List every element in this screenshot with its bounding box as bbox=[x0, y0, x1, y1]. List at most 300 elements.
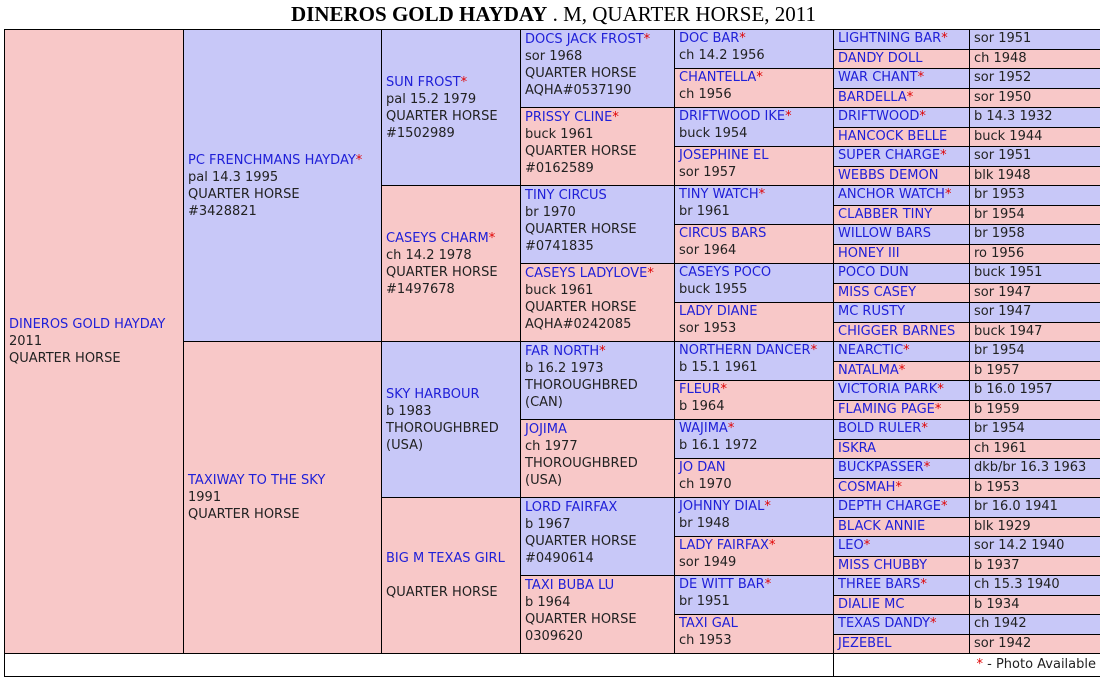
horse-name-line bbox=[838, 245, 969, 262]
horse-name-line bbox=[838, 323, 969, 340]
horse-name-link[interactable]: BARDELLA bbox=[838, 90, 907, 105]
great-grandparent-cell bbox=[521, 264, 674, 341]
horse-name-link[interactable]: LORD FAIRFAX bbox=[525, 500, 618, 515]
gen5-info-cell bbox=[970, 50, 1100, 68]
horse-name-link[interactable]: CHANTELLA bbox=[679, 70, 757, 85]
horse-name-link[interactable]: MC RUSTY bbox=[838, 304, 906, 319]
gen5-ancestor-cell bbox=[834, 284, 969, 302]
photo-available-icon[interactable]: * bbox=[612, 110, 619, 125]
gen5-info-cell bbox=[970, 440, 1100, 458]
horse-name-line bbox=[525, 109, 674, 126]
gen5-info-cell bbox=[970, 303, 1100, 322]
horse-detail: #0741835 bbox=[525, 239, 594, 254]
horse-name-link[interactable]: SKY HARBOUR bbox=[386, 386, 480, 402]
gen5-ancestor-cell bbox=[834, 186, 969, 205]
horse-name-link[interactable]: FAR NORTH bbox=[525, 344, 600, 359]
gen5-ancestor-cell bbox=[834, 635, 969, 653]
great-grandparent-cell bbox=[521, 30, 674, 107]
horse-name-link[interactable]: BOLD RULER bbox=[838, 421, 922, 436]
horse-name-link[interactable]: CLABBER TINY bbox=[838, 207, 933, 222]
gen5-ancestor-cell bbox=[834, 89, 969, 107]
horse-name-link[interactable]: BLACK ANNIE bbox=[838, 519, 926, 534]
horse-name-link[interactable]: ANCHOR WATCH bbox=[838, 187, 945, 202]
horse-name-link[interactable]: LIGHTNING BAR bbox=[838, 31, 942, 46]
horse-detail: blk 1929 bbox=[974, 519, 1031, 534]
horse-detail: b 1937 bbox=[974, 558, 1020, 573]
horse-name-link[interactable]: VICTORIA PARK bbox=[838, 382, 938, 397]
horse-name-line bbox=[838, 479, 969, 496]
horse-detail: 2011 bbox=[9, 334, 43, 349]
horse-detail: buck 1951 bbox=[974, 265, 1043, 280]
horse-name-line bbox=[679, 186, 833, 203]
horse-name-line bbox=[525, 577, 674, 594]
horse-detail: b 1957 bbox=[974, 363, 1020, 378]
horse-name-link[interactable]: NATALMA bbox=[838, 363, 899, 378]
horse-name-line bbox=[679, 342, 833, 359]
horse-name-line bbox=[386, 386, 520, 403]
photo-available-icon[interactable]: * bbox=[920, 577, 927, 592]
photo-available-icon[interactable]: * bbox=[940, 499, 948, 514]
gen5-ancestor-cell bbox=[834, 69, 969, 88]
horse-detail: QUARTER HORSE bbox=[525, 612, 637, 627]
great-grandparent-cell bbox=[521, 342, 674, 419]
horse-name-link[interactable]: WILLOW BARS bbox=[838, 226, 932, 241]
horse-detail: THOROUGHBRED bbox=[386, 420, 499, 436]
gen5-info-cell bbox=[970, 557, 1100, 575]
horse-name-link[interactable]: DANDY DOLL bbox=[838, 51, 923, 66]
horse-name-link[interactable]: LADY FAIRFAX bbox=[679, 538, 769, 553]
photo-available-icon[interactable]: * bbox=[934, 402, 942, 417]
horse-detail: b 1953 bbox=[974, 480, 1020, 495]
horse-detail: #3428821 bbox=[188, 203, 257, 219]
great-grandparent-cell bbox=[521, 186, 674, 263]
horse-detail: b 1983 bbox=[386, 403, 432, 419]
horse-name-line bbox=[838, 362, 969, 379]
horse-name-link[interactable]: CIRCUS BARS bbox=[679, 226, 767, 241]
horse-name-link[interactable]: CASEYS POCO bbox=[679, 265, 772, 280]
gen5-ancestor-cell bbox=[834, 362, 969, 380]
photo-available-icon[interactable]: * bbox=[923, 460, 931, 475]
photo-available-icon[interactable]: * bbox=[460, 74, 468, 90]
horse-name-link[interactable]: NEARCTIC bbox=[838, 343, 904, 358]
horse-detail: sor 14.2 1940 bbox=[974, 538, 1065, 553]
great-grandparent-cell bbox=[521, 108, 674, 185]
photo-available-icon[interactable]: * bbox=[764, 577, 772, 592]
horse-name-link[interactable]: LEO bbox=[838, 538, 864, 553]
horse-detail: sor 1947 bbox=[974, 285, 1032, 300]
horse-detail: QUARTER HORSE bbox=[525, 144, 637, 159]
horse-name-link[interactable]: DOC BAR bbox=[679, 31, 740, 46]
horse-name-line bbox=[838, 576, 969, 593]
grandparent-cell bbox=[382, 30, 520, 185]
horse-name-link[interactable]: DE WITT BAR bbox=[679, 577, 765, 592]
photo-available-icon[interactable]: * bbox=[895, 480, 902, 495]
horse-name-link[interactable]: TINY WATCH bbox=[679, 187, 759, 202]
horse-name-link[interactable]: PRISSY CLINE bbox=[525, 110, 613, 125]
horse-name-line bbox=[838, 284, 969, 301]
horse-detail: br 1958 bbox=[974, 226, 1025, 241]
horse-detail: QUARTER HORSE bbox=[188, 186, 300, 202]
gen5-info-cell bbox=[970, 186, 1100, 205]
horse-name-line bbox=[838, 186, 969, 203]
photo-available-icon[interactable]: * bbox=[785, 109, 792, 124]
gen5-ancestor-cell bbox=[834, 615, 969, 634]
gen5-info-cell bbox=[970, 108, 1100, 127]
horse-name-link[interactable]: PC FRENCHMANS HAYDAY bbox=[188, 152, 356, 168]
gen4-ancestor-cell bbox=[675, 342, 833, 380]
horse-name-line bbox=[679, 225, 833, 242]
horse-detail: b 1964 bbox=[525, 595, 571, 610]
gen5-info-cell bbox=[970, 596, 1100, 614]
title-horse-name: DINEROS GOLD HAYDAY bbox=[291, 2, 548, 26]
gen4-ancestor-cell bbox=[675, 69, 833, 107]
horse-detail: br 1953 bbox=[974, 187, 1025, 202]
photo-available-icon[interactable]: * bbox=[720, 382, 727, 397]
horse-detail: ch 1953 bbox=[679, 633, 732, 648]
horse-detail: br 16.0 1941 bbox=[974, 499, 1058, 514]
photo-available-icon[interactable]: * bbox=[940, 148, 947, 163]
horse-name-link[interactable]: WAR CHANT bbox=[838, 70, 918, 85]
gen5-ancestor-cell bbox=[834, 479, 969, 497]
horse-detail: ch 1961 bbox=[974, 441, 1027, 456]
photo-available-icon[interactable]: * bbox=[863, 538, 871, 553]
gen4-ancestor-cell bbox=[675, 30, 833, 68]
horse-name-line bbox=[679, 69, 833, 86]
horse-name-link[interactable]: TAXI BUBA LU bbox=[525, 578, 615, 593]
photo-available-icon[interactable]: * bbox=[906, 90, 914, 105]
horse-detail: b 1967 bbox=[525, 517, 571, 532]
gen5-info-cell bbox=[970, 342, 1100, 361]
gen5-info-cell bbox=[970, 518, 1100, 536]
horse-name-link[interactable]: TAXIWAY TO THE SKY bbox=[188, 473, 326, 488]
horse-detail: sor 1957 bbox=[679, 165, 737, 180]
gen4-ancestor-cell bbox=[675, 537, 833, 575]
gen5-ancestor-cell bbox=[834, 264, 969, 283]
photo-available-icon[interactable]: * bbox=[756, 70, 763, 85]
horse-detail: br 1961 bbox=[679, 204, 730, 219]
horse-detail: #1497678 bbox=[386, 281, 455, 297]
photo-available-icon[interactable]: * bbox=[921, 421, 928, 436]
subject-cell bbox=[5, 30, 183, 653]
gen5-ancestor-cell bbox=[834, 596, 969, 614]
gen5-ancestor-cell bbox=[834, 401, 969, 419]
horse-detail: ch 1948 bbox=[974, 51, 1027, 66]
horse-name-link[interactable]: ISKRA bbox=[838, 441, 877, 456]
horse-detail: sor 1968 bbox=[525, 49, 583, 64]
gen5-ancestor-cell bbox=[834, 381, 969, 400]
gen5-ancestor-cell bbox=[834, 557, 969, 575]
gen5-info-cell bbox=[970, 323, 1100, 341]
horse-name-link[interactable]: DRIFTWOOD IKE bbox=[679, 109, 786, 124]
horse-name-line bbox=[838, 401, 969, 418]
horse-detail: ro 1956 bbox=[974, 246, 1025, 261]
photo-available-icon[interactable]: * bbox=[937, 382, 944, 397]
gen5-info-cell bbox=[970, 264, 1100, 283]
gen4-ancestor-cell bbox=[675, 381, 833, 419]
horse-name-line bbox=[838, 596, 969, 613]
horse-detail: sor 1964 bbox=[679, 243, 737, 258]
horse-name-link[interactable]: BUCKPASSER bbox=[838, 460, 924, 475]
horse-name-line bbox=[679, 459, 833, 476]
gen5-info-cell bbox=[970, 479, 1100, 497]
horse-detail: QUARTER HORSE bbox=[9, 351, 121, 366]
horse-name-line bbox=[838, 147, 969, 164]
gen4-ancestor-cell bbox=[675, 498, 833, 536]
horse-name-link[interactable]: DIALIE MC bbox=[838, 597, 905, 612]
gen5-info-cell bbox=[970, 30, 1100, 49]
horse-name-link[interactable]: HONEY III bbox=[838, 246, 900, 261]
photo-available-icon[interactable]: * bbox=[944, 187, 952, 202]
horse-name-link[interactable]: JOJIMA bbox=[525, 422, 567, 437]
horse-name-line bbox=[386, 550, 520, 567]
photo-available-icon[interactable]: * bbox=[643, 32, 651, 47]
horse-name-link[interactable]: CASEYS LADYLOVE bbox=[525, 266, 648, 281]
gen5-ancestor-cell bbox=[834, 440, 969, 458]
gen5-info-cell bbox=[970, 362, 1100, 380]
gen5-ancestor-cell bbox=[834, 245, 969, 263]
horse-detail: b 14.3 1932 bbox=[974, 109, 1053, 124]
photo-available-icon[interactable]: * bbox=[355, 152, 363, 168]
photo-available-icon: * bbox=[976, 657, 983, 672]
horse-name-line bbox=[679, 30, 833, 47]
horse-detail: QUARTER HORSE bbox=[525, 300, 637, 315]
horse-detail: sor 1951 bbox=[974, 148, 1032, 163]
horse-detail: dkb/br 16.3 1963 bbox=[974, 460, 1087, 475]
horse-detail: pal 15.2 1979 bbox=[386, 91, 477, 107]
horse-name-line bbox=[838, 440, 969, 457]
horse-detail: buck 1961 bbox=[525, 127, 594, 142]
horse-detail: b 1934 bbox=[974, 597, 1020, 612]
horse-name-link[interactable]: THREE BARS bbox=[838, 577, 921, 592]
page-title bbox=[0, 0, 1107, 28]
horse-name-link[interactable]: MISS CHUBBY bbox=[838, 558, 928, 573]
horse-name-link[interactable]: CHIGGER BARNES bbox=[838, 324, 956, 339]
gen5-info-cell bbox=[970, 167, 1100, 185]
photo-available-icon[interactable]: * bbox=[727, 421, 735, 436]
horse-name-link[interactable]: DOCS JACK FROST bbox=[525, 32, 644, 47]
photo-available-icon[interactable]: * bbox=[941, 31, 948, 46]
horse-detail: pal 14.3 1995 bbox=[188, 169, 279, 185]
horse-name-line bbox=[838, 459, 969, 476]
gen5-info-cell bbox=[970, 225, 1100, 244]
horse-name-link[interactable]: JEZEBEL bbox=[838, 636, 892, 651]
gen4-ancestor-cell bbox=[675, 186, 833, 224]
horse-detail: QUARTER HORSE bbox=[525, 534, 637, 549]
horse-detail: br 1948 bbox=[679, 516, 730, 531]
gen4-ancestor-cell bbox=[675, 147, 833, 185]
horse-name-line bbox=[838, 50, 969, 67]
great-grandparent-cell bbox=[521, 498, 674, 575]
horse-name-link[interactable]: TINY CIRCUS bbox=[525, 188, 607, 203]
photo-available-icon[interactable]: * bbox=[739, 31, 746, 46]
horse-detail: sor 1951 bbox=[974, 31, 1032, 46]
horse-name-line bbox=[838, 420, 969, 437]
horse-name-line bbox=[838, 30, 969, 47]
photo-available-icon[interactable]: * bbox=[917, 70, 925, 85]
horse-name-line bbox=[679, 420, 833, 437]
horse-detail: blk 1948 bbox=[974, 168, 1031, 183]
horse-detail: THOROUGHBRED bbox=[525, 456, 638, 471]
horse-name-link[interactable]: BIG M TEXAS GIRL bbox=[386, 551, 505, 566]
gen5-ancestor-cell bbox=[834, 128, 969, 146]
horse-name-link[interactable]: FLAMING PAGE bbox=[838, 402, 935, 417]
gen5-ancestor-cell bbox=[834, 537, 969, 556]
horse-name-line bbox=[386, 74, 520, 91]
photo-available-icon[interactable]: * bbox=[599, 344, 606, 359]
gen5-info-cell bbox=[970, 420, 1100, 439]
horse-name-link[interactable]: DINEROS GOLD HAYDAY bbox=[9, 317, 166, 332]
horse-name-line bbox=[188, 152, 381, 169]
photo-available-icon[interactable]: * bbox=[647, 266, 654, 281]
horse-name-line bbox=[679, 537, 833, 554]
horse-name-line bbox=[679, 615, 833, 632]
gen5-info-cell bbox=[970, 459, 1100, 478]
horse-detail: AQHA#0537190 bbox=[525, 83, 632, 98]
horse-detail: sor 1953 bbox=[679, 321, 737, 336]
gen5-ancestor-cell bbox=[834, 206, 969, 224]
horse-name-link[interactable]: HANCOCK BELLE bbox=[838, 129, 948, 144]
horse-name-line bbox=[525, 31, 674, 48]
horse-name-line bbox=[525, 499, 674, 516]
grandparent-cell bbox=[382, 186, 520, 341]
horse-detail: b 15.1 1961 bbox=[679, 360, 758, 375]
gen5-info-cell bbox=[970, 69, 1100, 88]
horse-name-line bbox=[838, 264, 969, 281]
horse-detail: 1991 bbox=[188, 490, 222, 505]
photo-available-icon[interactable]: * bbox=[919, 109, 926, 124]
gen5-info-cell bbox=[970, 401, 1100, 419]
horse-name-link[interactable]: CASEYS CHARM bbox=[386, 230, 489, 246]
gen5-ancestor-cell bbox=[834, 323, 969, 341]
photo-legend bbox=[834, 654, 1100, 676]
horse-name-line bbox=[9, 316, 183, 333]
horse-name-line bbox=[838, 69, 969, 86]
gen5-info-cell bbox=[970, 576, 1100, 595]
photo-available-icon[interactable]: * bbox=[488, 230, 496, 246]
gen5-ancestor-cell bbox=[834, 108, 969, 127]
gen5-info-cell bbox=[970, 615, 1100, 634]
horse-detail: ch 1977 bbox=[525, 439, 578, 454]
horse-detail: ch 1970 bbox=[679, 477, 732, 492]
gen5-ancestor-cell bbox=[834, 50, 969, 68]
gen5-info-cell bbox=[970, 89, 1100, 107]
horse-detail: #0490614 bbox=[525, 551, 594, 566]
horse-detail: br 1951 bbox=[679, 594, 730, 609]
gen5-info-cell bbox=[970, 635, 1100, 653]
title-details: . M, QUARTER HORSE, 2011 bbox=[547, 2, 816, 26]
photo-available-icon[interactable]: * bbox=[764, 499, 771, 514]
horse-detail: #1502989 bbox=[386, 125, 455, 141]
horse-detail: 0309620 bbox=[525, 629, 583, 644]
horse-detail: br 1954 bbox=[974, 207, 1025, 222]
sire-dam-cell bbox=[184, 30, 381, 341]
gen4-ancestor-cell bbox=[675, 108, 833, 146]
horse-name-link[interactable]: FLEUR bbox=[679, 382, 721, 397]
horse-name-link[interactable]: TAXI GAL bbox=[679, 616, 738, 631]
horse-name-link[interactable]: JO DAN bbox=[679, 460, 726, 475]
horse-detail: buck 1955 bbox=[679, 282, 748, 297]
horse-detail: sor 1950 bbox=[974, 90, 1032, 105]
photo-available-icon[interactable]: * bbox=[768, 538, 776, 553]
gen5-ancestor-cell bbox=[834, 459, 969, 478]
gen5-ancestor-cell bbox=[834, 167, 969, 185]
photo-available-icon[interactable]: * bbox=[903, 343, 910, 358]
sire-dam-cell bbox=[184, 342, 381, 653]
horse-detail: buck 1947 bbox=[974, 324, 1043, 339]
horse-name-link[interactable]: JOSEPHINE EL bbox=[679, 148, 769, 163]
horse-name-line bbox=[838, 381, 969, 398]
horse-name-link[interactable]: TEXAS DANDY bbox=[838, 616, 930, 631]
horse-name-link[interactable]: SUN FROST bbox=[386, 74, 461, 90]
horse-detail: (USA) bbox=[386, 437, 424, 453]
gen5-ancestor-cell bbox=[834, 498, 969, 517]
horse-detail bbox=[386, 567, 520, 584]
horse-name-line bbox=[838, 342, 969, 359]
horse-name-link[interactable]: DEPTH CHARGE bbox=[838, 499, 941, 514]
gen4-ancestor-cell bbox=[675, 615, 833, 653]
photo-available-icon[interactable]: * bbox=[929, 616, 937, 631]
horse-name-line bbox=[525, 343, 674, 360]
photo-available-icon[interactable]: * bbox=[810, 343, 818, 358]
gen5-ancestor-cell bbox=[834, 342, 969, 361]
horse-detail: (USA) bbox=[525, 473, 563, 488]
horse-detail: br 1954 bbox=[974, 343, 1025, 358]
horse-name-line bbox=[838, 206, 969, 223]
gen5-ancestor-cell bbox=[834, 518, 969, 536]
horse-detail: ch 14.2 1978 bbox=[386, 247, 472, 263]
horse-name-line bbox=[838, 557, 969, 574]
gen5-ancestor-cell bbox=[834, 147, 969, 166]
horse-detail: QUARTER HORSE bbox=[386, 585, 498, 600]
horse-detail: buck 1944 bbox=[974, 129, 1043, 144]
horse-name-link[interactable]: WAJIMA bbox=[679, 421, 728, 436]
gen4-ancestor-cell bbox=[675, 459, 833, 497]
horse-detail: QUARTER HORSE bbox=[525, 66, 637, 81]
gen5-ancestor-cell bbox=[834, 420, 969, 439]
horse-detail: b 1964 bbox=[679, 399, 725, 414]
horse-name-link[interactable]: POCO DUN bbox=[838, 265, 909, 280]
horse-detail: ch 1942 bbox=[974, 616, 1027, 631]
horse-name-link[interactable]: DRIFTWOOD bbox=[838, 109, 920, 124]
horse-name-line bbox=[838, 498, 969, 515]
gen5-info-cell bbox=[970, 206, 1100, 224]
horse-detail: QUARTER HORSE bbox=[188, 507, 300, 522]
horse-name-link[interactable]: MISS CASEY bbox=[838, 285, 917, 300]
gen5-info-cell bbox=[970, 284, 1100, 302]
gen5-info-cell bbox=[970, 498, 1100, 517]
horse-detail: b 16.1 1972 bbox=[679, 438, 758, 453]
gen4-ancestor-cell bbox=[675, 420, 833, 458]
photo-available-icon[interactable]: * bbox=[758, 187, 766, 202]
horse-name-link[interactable]: NORTHERN DANCER bbox=[679, 343, 811, 358]
great-grandparent-cell bbox=[521, 420, 674, 497]
photo-available-icon[interactable]: * bbox=[898, 363, 906, 378]
horse-name-link[interactable]: SUPER CHARGE bbox=[838, 148, 941, 163]
gen4-ancestor-cell bbox=[675, 264, 833, 302]
footer-blank-cell bbox=[5, 654, 833, 676]
horse-name-link[interactable]: LADY DIANE bbox=[679, 304, 758, 319]
horse-detail: AQHA#0242085 bbox=[525, 317, 632, 332]
horse-name-link[interactable]: JOHNNY DIAL bbox=[679, 499, 765, 514]
horse-name-line bbox=[679, 108, 833, 125]
gen5-ancestor-cell bbox=[834, 225, 969, 244]
horse-detail: br 1970 bbox=[525, 205, 576, 220]
horse-name-link[interactable]: COSMAH bbox=[838, 480, 896, 495]
horse-name-link[interactable]: WEBBS DEMON bbox=[838, 168, 939, 183]
horse-name-line bbox=[838, 615, 969, 632]
horse-detail: b 1959 bbox=[974, 402, 1020, 417]
horse-name-line bbox=[838, 537, 969, 554]
